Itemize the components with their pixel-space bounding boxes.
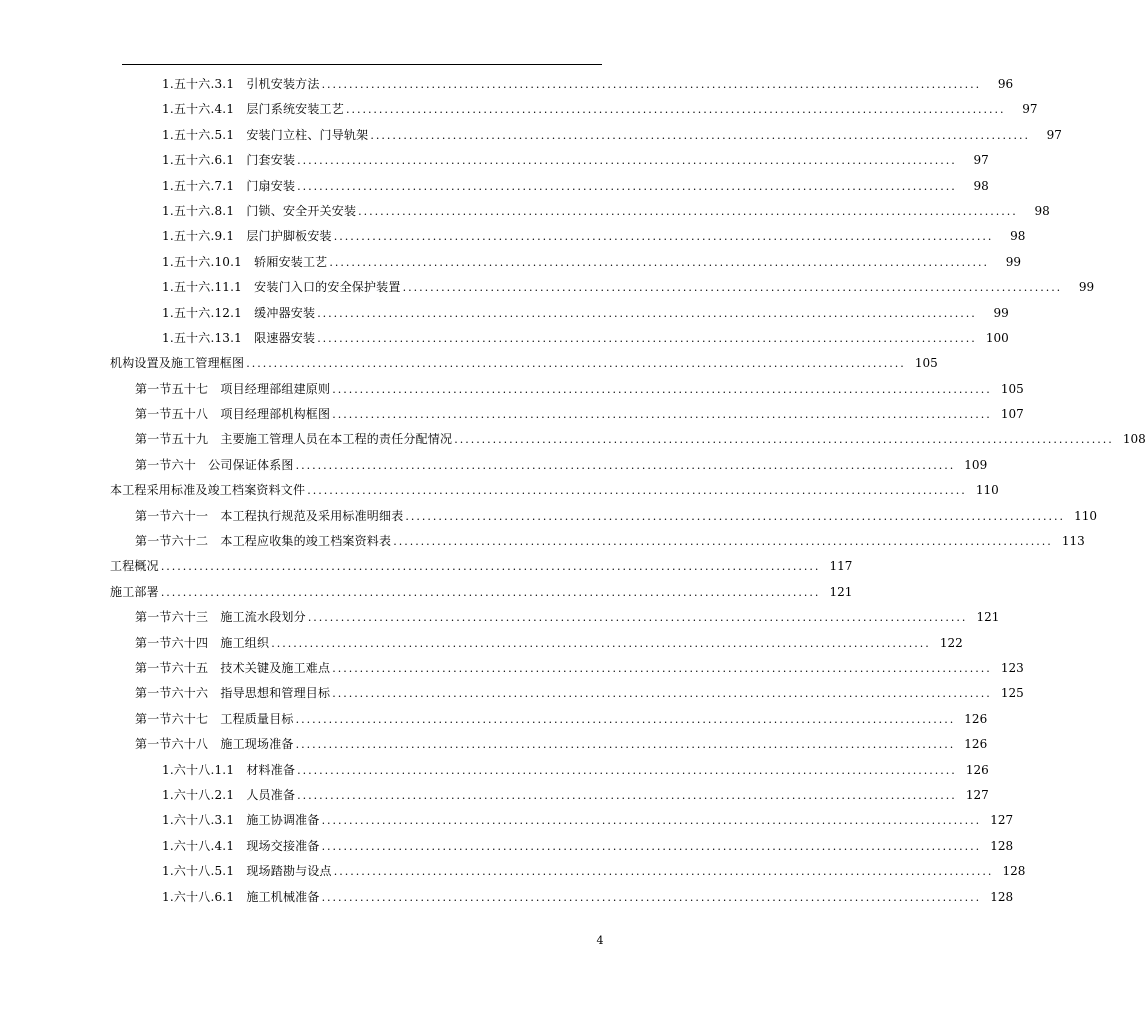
toc-entry-page: 97 <box>1046 127 1062 142</box>
toc-entry-label: 1.六十八.1.1 材料准备 <box>162 762 296 777</box>
toc-entry[interactable] <box>135 707 988 732</box>
toc-entry[interactable] <box>135 427 1146 452</box>
toc-entry-page: 123 <box>1000 660 1024 675</box>
toc-leader-dots: ........................................................................................................................ <box>321 78 982 91</box>
toc-leader-dots: ........................................................................................................................ <box>345 103 1006 117</box>
toc-entry-label: 1.五十六.11.1 安装门入口的安全保护装置 <box>162 280 401 295</box>
toc-entry-page: 100 <box>985 330 1009 345</box>
toc-entry-page: 126 <box>964 737 988 752</box>
toc-entry[interactable] <box>135 681 1024 706</box>
toc-entry-label: 第一节六十六 指导思想和管理目标 <box>135 686 331 701</box>
toc-entry[interactable] <box>110 478 999 503</box>
toc-entry[interactable] <box>135 453 988 478</box>
toc-entry[interactable] <box>162 224 1026 249</box>
toc-leader-dots: ........................................................................................................................ <box>393 535 1053 549</box>
toc-entry[interactable] <box>135 402 1024 427</box>
toc-entry[interactable] <box>135 377 1024 402</box>
toc-entry-page: 110 <box>975 483 999 498</box>
toc-entry[interactable] <box>135 504 1097 529</box>
toc-entry-label: 1.六十八.5.1 现场踏勘与设点 <box>162 864 332 879</box>
toc-entry-page: 128 <box>990 838 1014 853</box>
toc-leader-dots: ........................................................................................................................ <box>160 560 821 574</box>
toc-entry-page: 107 <box>1000 407 1024 422</box>
toc-entry-page: 127 <box>990 813 1014 828</box>
toc-leader-dots: ........................................................................................................................ <box>307 611 968 625</box>
toc-leader-dots: ........................................................................................................................ <box>332 687 992 701</box>
toc-entry-label: 1.六十八.4.1 现场交接准备 <box>162 838 320 853</box>
toc-leader-dots: ........................................................................................................................ <box>297 763 957 777</box>
toc-entry-label: 第一节五十七 项目经理部组建原则 <box>135 381 331 396</box>
toc-entry[interactable] <box>162 758 989 783</box>
toc-entry-label: 1.六十八.3.1 施工协调准备 <box>162 813 320 828</box>
toc-entry-page: 128 <box>1002 864 1026 879</box>
toc-entry[interactable] <box>162 123 1062 148</box>
toc-entry[interactable] <box>162 275 1095 300</box>
toc-entry-label: 第一节六十一 本工程执行规范及采用标准明细表 <box>135 508 404 523</box>
toc-entry-page: 127 <box>965 787 989 802</box>
toc-entry-label: 1.五十六.13.1 限速器安装 <box>162 330 316 345</box>
toc-entry-label: 本工程采用标准及竣工档案资料文件 <box>110 483 306 498</box>
toc-entry[interactable] <box>162 808 1014 833</box>
toc-leader-dots: ........................................................................................................................ <box>307 484 967 498</box>
toc-entry-page: 109 <box>964 457 988 472</box>
toc-entry-label: 第一节六十七 工程质量目标 <box>135 711 294 726</box>
toc-leader-dots: ........................................................................................................................ <box>321 839 982 853</box>
toc-entry-page: 117 <box>829 559 853 574</box>
toc-entry[interactable] <box>135 732 988 757</box>
toc-entry[interactable] <box>162 326 1009 351</box>
table-of-contents <box>0 72 1146 910</box>
toc-entry-page: 98 <box>1010 229 1026 244</box>
toc-entry-page: 98 <box>1034 203 1050 218</box>
toc-leader-dots: ........................................................................................................................ <box>321 890 982 904</box>
toc-entry-label: 第一节五十九 主要施工管理人员在本工程的责任分配情况 <box>135 432 453 447</box>
toc-entry-label: 1.五十六.5.1 安装门立柱、门导轨架 <box>162 127 369 142</box>
toc-entry-label: 第一节六十三 施工流水段划分 <box>135 610 306 625</box>
toc-entry-label: 第一节五十八 项目经理部机构框图 <box>135 407 331 422</box>
toc-entry[interactable] <box>162 174 989 199</box>
toc-entry[interactable] <box>135 529 1085 554</box>
toc-entry-page: 99 <box>1005 254 1021 269</box>
toc-entry[interactable] <box>110 351 938 376</box>
toc-entry-page: 125 <box>1000 686 1024 701</box>
toc-leader-dots: ........................................................................................................................ <box>297 154 957 168</box>
toc-entry[interactable] <box>110 554 853 579</box>
toc-entry[interactable] <box>110 580 853 605</box>
toc-leader-dots: ........................................................................................................................ <box>329 255 989 269</box>
toc-entry-page: 122 <box>939 635 963 650</box>
toc-entry-label: 1.五十六.6.1 门套安装 <box>162 153 296 168</box>
toc-entry[interactable] <box>162 97 1038 122</box>
toc-entry-label: 1.五十六.12.1 缓冲器安装 <box>162 305 316 320</box>
toc-entry[interactable] <box>162 250 1021 275</box>
toc-entry-label: 工程概况 <box>110 559 159 574</box>
toc-leader-dots: ........................................................................................................................ <box>332 382 992 396</box>
toc-leader-dots: ........................................................................................................................ <box>402 281 1063 295</box>
toc-entry[interactable] <box>162 199 1050 224</box>
toc-entry-label: 机构设置及施工管理框图 <box>110 356 245 371</box>
toc-entry[interactable] <box>162 148 989 173</box>
toc-leader-dots: ........................................................................................................................ <box>333 230 994 244</box>
toc-entry[interactable] <box>162 72 1014 97</box>
toc-leader-dots: ........................................................................................................................ <box>358 204 1018 218</box>
toc-entry[interactable] <box>135 605 1000 630</box>
toc-entry-page: 110 <box>1074 508 1097 523</box>
toc-entry-page: 121 <box>829 584 853 599</box>
toc-entry-page: 96 <box>997 77 1014 91</box>
toc-entry-page: 126 <box>964 711 988 726</box>
toc-entry-label: 第一节六十五 技术关键及施工难点 <box>135 660 331 675</box>
toc-entry[interactable] <box>162 885 1014 910</box>
toc-leader-dots: ........................................................................................................................ <box>317 331 977 345</box>
toc-entry-page: 121 <box>976 610 1000 625</box>
toc-entry-label: 第一节六十八 施工现场准备 <box>135 737 294 752</box>
toc-entry-page: 105 <box>914 356 938 371</box>
toc-entry-label: 第一节六十二 本工程应收集的竣工档案资料表 <box>135 534 392 549</box>
toc-leader-dots: ........................................................................................................................ <box>454 433 1114 447</box>
toc-entry-page: 113 <box>1061 534 1085 549</box>
toc-leader-dots: ........................................................................................................................ <box>295 458 956 472</box>
toc-entry-page: 99 <box>993 305 1009 320</box>
toc-entry-label: 1.六十八.2.1 人员准备 <box>162 787 296 802</box>
toc-leader-dots: ........................................................................................................................ <box>317 306 977 320</box>
header-rule <box>122 64 602 65</box>
toc-entry-label: 1.五十六.10.1 轿厢安装工艺 <box>162 254 328 269</box>
toc-leader-dots: ........................................................................................................................ <box>332 408 992 422</box>
toc-leader-dots: ........................................................................................................................ <box>321 814 982 828</box>
toc-entry[interactable] <box>162 859 1026 884</box>
toc-entry-label: 1.五十六.7.1 门扇安装 <box>162 178 296 193</box>
page-number: 4 <box>596 934 604 947</box>
toc-entry-label: 施工部署 <box>110 584 159 599</box>
toc-entry-label: 1.五十六.3.1 引机安装方法 <box>162 77 320 91</box>
toc-leader-dots: ........................................................................................................................ <box>271 636 931 650</box>
toc-entry-page: 98 <box>973 178 989 193</box>
toc-entry[interactable] <box>162 783 989 808</box>
toc-leader-dots: ........................................................................................................................ <box>160 585 821 599</box>
toc-entry[interactable] <box>135 656 1024 681</box>
toc-entry[interactable] <box>135 631 963 656</box>
toc-leader-dots: ........................................................................................................................ <box>246 357 906 371</box>
toc-entry-page: 126 <box>965 762 989 777</box>
toc-entry-page: 97 <box>973 153 989 168</box>
toc-leader-dots: ........................................................................................................................ <box>297 788 957 802</box>
toc-entry-page: 108 <box>1122 432 1146 447</box>
toc-leader-dots: ........................................................................................................................ <box>332 661 992 675</box>
toc-leader-dots: ........................................................................................................................ <box>370 128 1030 142</box>
toc-entry-label: 1.五十六.4.1 层门系统安装工艺 <box>162 102 344 117</box>
toc-leader-dots: ........................................................................................................................ <box>295 712 956 726</box>
toc-entry-page: 99 <box>1078 280 1095 295</box>
toc-leader-dots: ........................................................................................................................ <box>405 509 1065 523</box>
toc-entry[interactable] <box>162 834 1014 859</box>
toc-leader-dots: ........................................................................................................................ <box>295 738 956 752</box>
toc-entry-page: 128 <box>990 889 1014 904</box>
toc-entry-label: 1.五十六.9.1 层门护脚板安装 <box>162 229 332 244</box>
toc-entry[interactable] <box>162 301 1009 326</box>
toc-leader-dots: ........................................................................................................................ <box>297 179 957 193</box>
toc-entry-label: 1.六十八.6.1 施工机械准备 <box>162 889 320 904</box>
toc-entry-page: 105 <box>1000 381 1024 396</box>
toc-leader-dots: ........................................................................................................................ <box>333 865 994 879</box>
toc-entry-page: 97 <box>1022 102 1038 117</box>
toc-entry-label: 1.五十六.8.1 门锁、安全开关安装 <box>162 203 357 218</box>
toc-entry-label: 第一节六十四 施工组织 <box>135 635 270 650</box>
toc-entry-label: 第一节六十 公司保证体系图 <box>135 457 294 472</box>
